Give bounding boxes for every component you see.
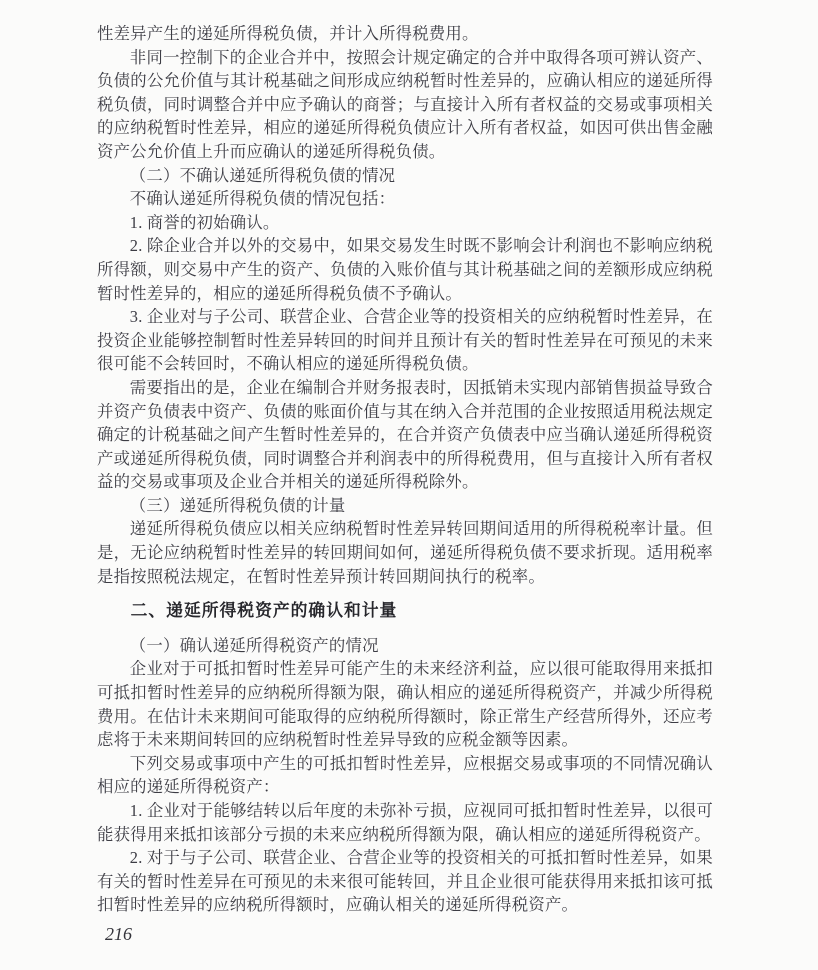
paragraph: 性差异产生的递延所得税负债，并计入所得税费用。 <box>97 24 479 43</box>
paragraph: 3. 企业对与子公司、联营企业、合营企业等的投资相关的应纳税暂时性差异，在投资企业能够控制暂时性差异转回的时间并且预计有关的暂时性差异在可预见的未来很可能不会转回时，不确认相应的递延所得税负债。 <box>97 307 713 374</box>
paragraph: 1. 企业对于能够结转以后年度的未弥补亏损，应视同可抵扣暂时性差异，以很可能获得用来抵扣该部分亏损的未来应纳税所得额为限，确认相应的递延所得税资产。 <box>97 801 713 844</box>
paragraph: 2. 对于与子公司、联营企业、合营企业等的投资相关的可抵扣暂时性差异，如果有关的暂时性差异在可预见的未来很可能转回，并且企业很可能获得用来抵扣该可抵扣暂时性差异的应纳税所得额时，应确认相关的递延所得税资产。 <box>97 848 713 915</box>
paragraph: （三）递延所得税负债的计量 <box>129 495 346 515</box>
paragraph: 2. 除企业合并以外的交易中，如果交易发生时既不影响会计利润也不影响应纳税所得额，则交易中产生的资产、负债的入账价值与其计税基础之间的差额形成应纳税暂时性差异的，相应的递延所得税负债不予确认。 <box>97 236 713 303</box>
paragraph: （一）确认递延所得税资产的情况 <box>129 635 379 655</box>
paragraph: （二）不确认递延所得税负债的情况 <box>129 165 396 185</box>
paragraph: 需要指出的是，企业在编制合并财务报表时，因抵销未实现内部销售损益导致合并资产负债表中资产、负债的账面价值与其在纳入合并范围的企业按照适用税法规定确定的计税基础之间产生暂时性差异的，在合并资产负债表中应当确认递延所得税资产或递延所得税负债，同时调整合并利润表中的所得税费用，但与直接计入所有者权益的交易或事项及企业合并相关的递延所得税除外。 <box>97 377 713 492</box>
page-footer <box>97 924 818 945</box>
page-content <box>97 22 713 917</box>
paragraph: 1. 商誉的初始确认。 <box>129 212 280 232</box>
page-number: 216 <box>105 923 132 944</box>
section-heading: 二、递延所得税资产的确认和计量 <box>130 601 398 621</box>
paragraph: 递延所得税负债应以相关应纳税暂时性差异转回期间适用的所得税税率计量。但是，无论应纳税暂时性差异的转回期间如何，递延所得税负债不要求折现。适用税率是指按照税法规定，在暂时性差异预计转回期间执行的税率。 <box>97 519 713 586</box>
paragraph: 非同一控制下的企业合并中，按照会计规定确定的合并中取得各项可辨认资产、负债的公允价值与其计税基础之间形成应纳税暂时性差异的，应确认相应的递延所得税负债，同时调整合并中应予确认的商誉；与直接计入所有者权益的交易或事项相关的应纳税暂时性差异，相应的递延所得税负债应计入所有者权益，如因可供出售金融资产公允价值上升而应确认的递延所得税负债。 <box>97 47 713 161</box>
paragraph: 下列交易或事项中产生的可抵扣暂时性差异，应根据交易或事项的不同情况确认相应的递延所得税资产： <box>97 753 713 797</box>
paragraph: 不确认递延所得税负债的情况包括： <box>129 189 396 209</box>
paragraph: 企业对于可抵扣暂时性差异可能产生的未来经济利益，应以很可能取得用来抵扣可抵扣暂时性差异的应纳税所得额为限，确认相应的递延所得税资产，并减少所得税费用。在估计未来期间可能取得的应纳税所得额时，除正常生产经营所得外，还应考虑将于未来期间转回的应纳税暂时性差异导致的应税金额等因素。 <box>97 659 713 750</box>
